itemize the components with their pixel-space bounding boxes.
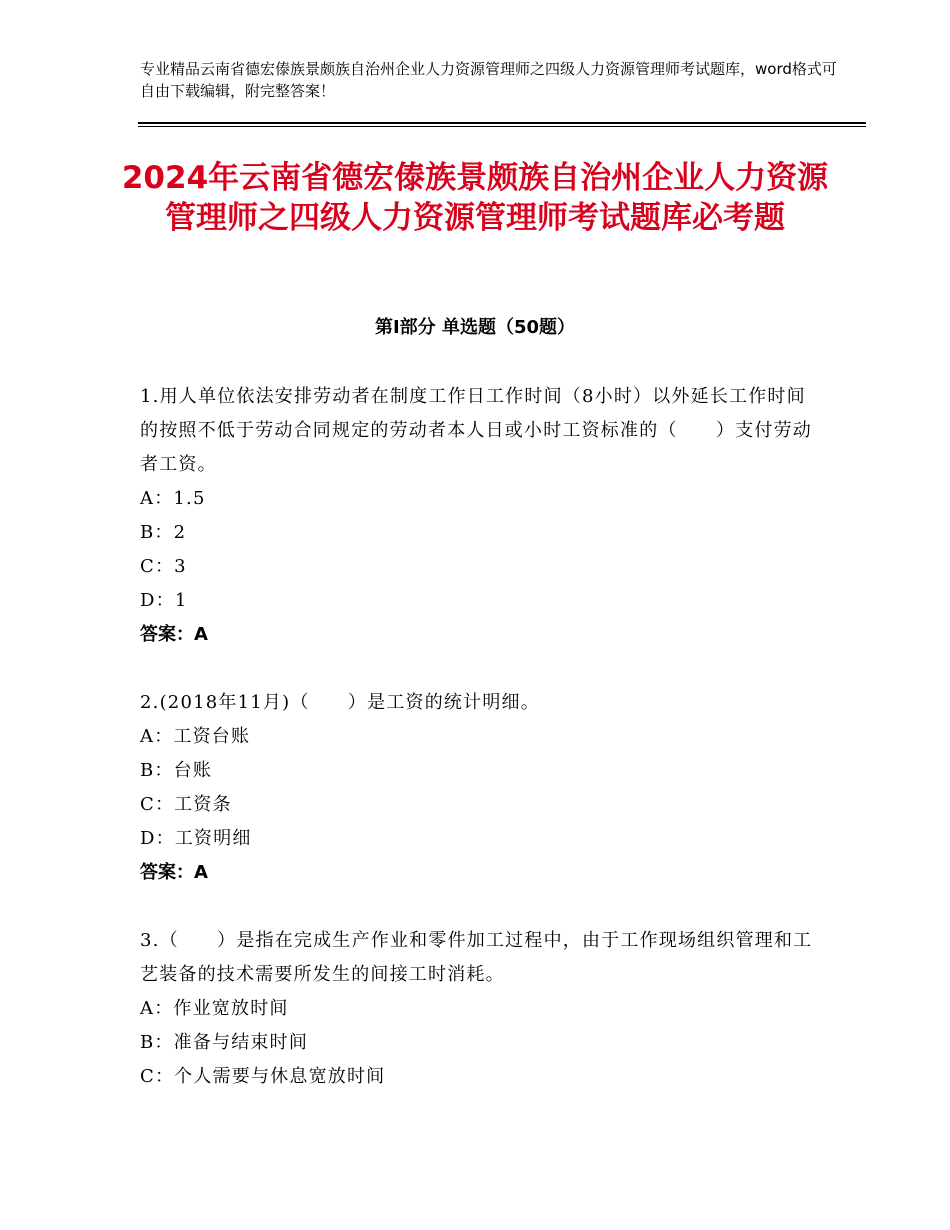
option-a: A：1.5 <box>140 488 206 509</box>
option-a: A：工资台账 <box>140 726 251 747</box>
question-stem: 1.用人单位依法安排劳动者在制度工作日工作时间（8小时）以外延长工作时间的按照不低于劳动合同规定的劳动者本人日或小时工资标准的（ ）支付劳动者工资。 <box>140 386 812 475</box>
option-c: C：个人需要与休息宽放时间 <box>140 1066 386 1087</box>
question-2 <box>140 686 820 890</box>
header-rule-thick <box>138 122 866 124</box>
question-stem: 3.（ ）是指在完成生产作业和零件加工过程中，由于工作现场组织管理和工艺装备的技术需要所发生的间接工时消耗。 <box>140 930 813 985</box>
option-a: A：作业宽放时间 <box>140 998 289 1019</box>
option-d: D：工资明细 <box>140 828 252 849</box>
header-note: 专业精品云南省德宏傣族景颇族自治州企业人力资源管理师之四级人力资源管理师考试题库，word格式可自由下载编辑，附完整答案！ <box>140 60 837 100</box>
answer: 答案：A <box>140 624 208 645</box>
question-1 <box>140 380 820 652</box>
option-b: B：2 <box>140 522 187 543</box>
option-d: D：1 <box>140 590 188 611</box>
document-title: 2024年云南省德宏傣族景颇族自治州企业人力资源管理师之四级人力资源管理师考试题库必考题 <box>121 160 829 236</box>
question-3 <box>140 924 820 1094</box>
option-c: C：3 <box>140 556 187 577</box>
option-b: B：台账 <box>140 760 213 781</box>
answer: 答案：A <box>140 862 208 883</box>
option-c: C：工资条 <box>140 794 232 815</box>
question-stem: 2.(2018年11月)（ ）是工资的统计明细。 <box>140 692 540 713</box>
question-list <box>140 380 820 1128</box>
option-b: B：准备与结束时间 <box>140 1032 309 1053</box>
header-rule-thin <box>138 126 866 127</box>
section-title: 第Ⅰ部分 单选题（50题） <box>374 317 575 338</box>
